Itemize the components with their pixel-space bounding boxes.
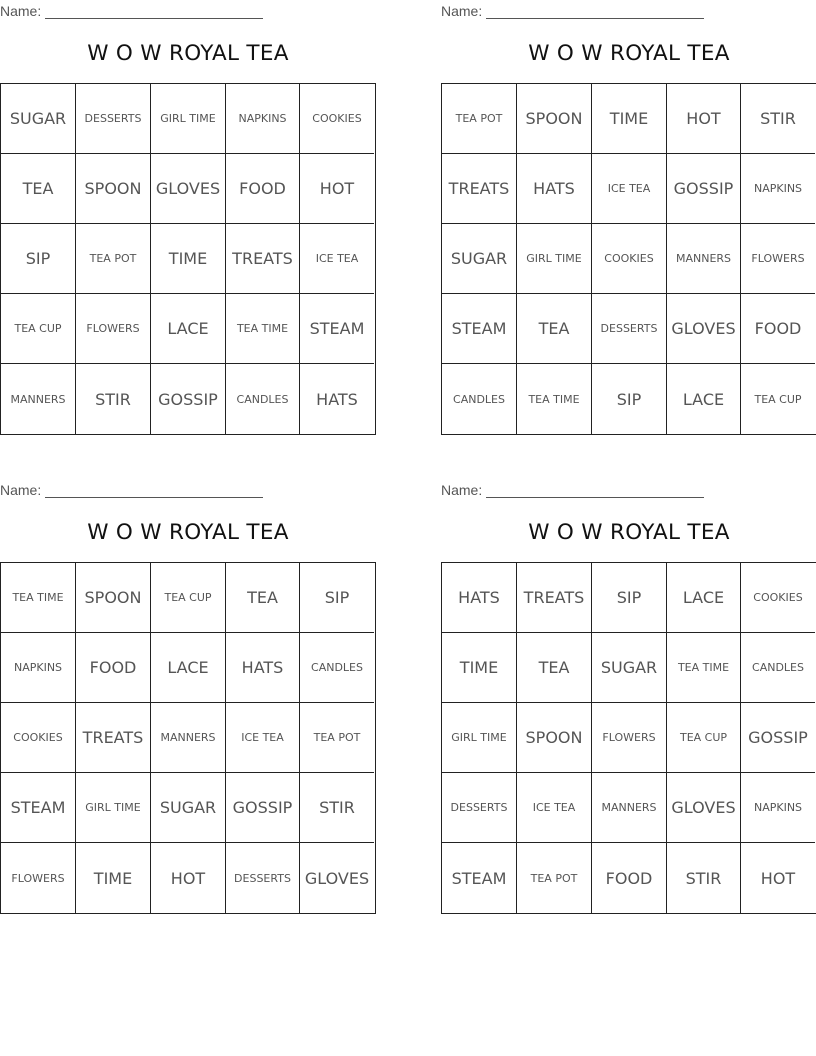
name-field[interactable] [0,3,263,19]
name-blank-line[interactable] [486,6,704,19]
bingo-cell[interactable]: STIR [667,843,741,913]
name-blank-line[interactable] [45,485,263,498]
bingo-cell[interactable]: TEA [517,294,592,364]
bingo-cell[interactable]: GLOVES [304,868,370,888]
bingo-cell[interactable]: MANNERS [667,224,741,294]
bingo-cell[interactable]: DESSERTS [442,773,517,843]
bingo-card-4 [441,479,816,915]
bingo-cell[interactable]: FLOWERS [76,294,151,364]
bingo-cell[interactable]: NAPKINS [741,773,815,843]
bingo-cell[interactable]: TEA [226,563,300,633]
bingo-cell[interactable]: DESSERTS [592,294,667,364]
bingo-cell[interactable]: CANDLES [226,364,300,434]
bingo-cell[interactable]: GIRL TIME [442,703,517,773]
bingo-grid [441,83,816,435]
bingo-cell[interactable]: TEA CUP [1,294,76,364]
bingo-cell[interactable]: HATS [226,633,300,703]
bingo-cell[interactable]: CANDLES [300,633,374,703]
name-field[interactable] [441,3,704,19]
bingo-cell[interactable]: FLOWERS [592,703,667,773]
bingo-cell[interactable]: ICE TEA [592,154,667,224]
bingo-cell[interactable]: HATS [316,389,358,409]
bingo-cell[interactable]: HATS [442,563,517,633]
bingo-cell[interactable]: TEA TIME [226,294,300,364]
bingo-cell[interactable]: COOKIES [1,703,76,773]
bingo-cell[interactable]: NAPKINS [741,154,815,224]
bingo-cell[interactable]: GLOVES [667,294,741,364]
card-title: W O W ROYAL TEA [87,520,289,545]
bingo-cell[interactable]: FLOWERS [1,843,76,913]
bingo-cell[interactable]: TEA TIME [517,364,592,434]
bingo-cell[interactable]: STIR [300,773,374,843]
bingo-cell[interactable]: LACE [667,364,741,434]
bingo-cell[interactable]: SIP [592,364,667,434]
bingo-cell[interactable]: MANNERS [592,773,667,843]
bingo-cell[interactable]: TEA [517,633,592,703]
card-title: W O W ROYAL TEA [528,41,730,66]
bingo-cell[interactable]: GOSSIP [151,364,226,434]
bingo-cell[interactable]: SPOON [517,84,592,154]
bingo-cell[interactable]: COOKIES [300,84,374,154]
bingo-cell[interactable]: HATS [517,154,592,224]
name-label: Name: [441,3,483,19]
bingo-cell[interactable]: TREATS [442,154,517,224]
name-blank-line[interactable] [45,6,263,19]
bingo-cell[interactable]: TEA CUP [151,563,226,633]
bingo-cell[interactable]: STEAM [300,294,374,364]
bingo-cell[interactable]: MANNERS [151,703,226,773]
bingo-cell[interactable]: ICE TEA [517,773,592,843]
bingo-cell[interactable]: GLOVES [667,773,741,843]
bingo-cell[interactable]: CANDLES [442,364,517,434]
bingo-cell[interactable]: HOT [300,154,374,224]
bingo-cell[interactable]: COOKIES [592,224,667,294]
bingo-cell[interactable]: ICE TEA [300,224,374,294]
name-label: Name: [441,482,483,498]
bingo-cell[interactable]: TEA CUP [667,703,741,773]
bingo-cell[interactable]: SIP [300,563,374,633]
bingo-cell[interactable]: GOSSIP [741,703,815,773]
bingo-cell[interactable]: TREATS [226,224,300,294]
bingo-cell[interactable]: STIR [76,364,151,434]
bingo-cell[interactable]: LACE [151,294,226,364]
bingo-cell[interactable]: TIME [151,224,226,294]
bingo-cell[interactable]: SUGAR [442,224,517,294]
bingo-cell[interactable]: LACE [667,563,741,633]
bingo-cell[interactable]: GOSSIP [667,154,741,224]
bingo-card-3 [0,479,376,915]
bingo-cell[interactable]: TEA POT [442,84,517,154]
name-blank-line[interactable] [486,485,704,498]
bingo-cell[interactable]: FOOD [76,633,151,703]
bingo-grid [0,562,376,914]
bingo-cell[interactable]: FOOD [226,154,300,224]
bingo-cell[interactable]: SIP [1,224,76,294]
name-field[interactable] [0,482,263,498]
name-label: Name: [0,482,42,498]
card-title: W O W ROYAL TEA [87,41,289,66]
bingo-cell[interactable]: GIRL TIME [76,773,151,843]
bingo-cell[interactable]: TEA CUP [754,392,802,406]
bingo-cell[interactable]: COOKIES [741,563,815,633]
bingo-cell[interactable]: STIR [741,84,815,154]
bingo-cell[interactable]: GIRL TIME [517,224,592,294]
bingo-grid [441,562,816,914]
bingo-cell[interactable]: FOOD [592,843,667,913]
bingo-cell[interactable]: FLOWERS [741,224,815,294]
bingo-cell[interactable]: STEAM [1,773,76,843]
bingo-cell[interactable]: FOOD [741,294,815,364]
bingo-cell[interactable]: HOT [667,84,741,154]
bingo-cell[interactable]: TIME [442,633,517,703]
bingo-cell[interactable]: HOT [151,843,226,913]
bingo-cell[interactable]: SIP [592,563,667,633]
card-title: W O W ROYAL TEA [528,520,730,545]
bingo-cell[interactable]: SUGAR [151,773,226,843]
bingo-cell[interactable]: TREATS [76,703,151,773]
bingo-cell[interactable]: TEA [1,154,76,224]
bingo-cell[interactable]: NAPKINS [226,84,300,154]
bingo-cell[interactable]: HOT [760,868,796,888]
bingo-cell[interactable]: ICE TEA [226,703,300,773]
bingo-cell[interactable]: DESSERTS [76,84,151,154]
bingo-cell[interactable]: TIME [592,84,667,154]
bingo-card-2 [441,0,816,436]
bingo-cell[interactable]: SUGAR [1,84,76,154]
name-field[interactable] [441,482,704,498]
bingo-cell[interactable]: TEA POT [300,703,374,773]
bingo-cell[interactable]: STEAM [442,843,517,913]
bingo-cell[interactable]: SUGAR [592,633,667,703]
bingo-grid [0,83,376,435]
bingo-cell[interactable]: TEA TIME [667,633,741,703]
bingo-cell[interactable]: CANDLES [741,633,815,703]
bingo-cell[interactable]: GOSSIP [226,773,300,843]
bingo-cell[interactable]: TEA POT [517,843,592,913]
bingo-cell[interactable]: TEA POT [76,224,151,294]
bingo-cell[interactable]: GLOVES [151,154,226,224]
bingo-cell[interactable]: SPOON [76,563,151,633]
bingo-cell[interactable]: MANNERS [1,364,76,434]
bingo-cell[interactable]: SPOON [517,703,592,773]
bingo-cell[interactable]: GIRL TIME [151,84,226,154]
name-label: Name: [0,3,42,19]
bingo-card-1 [0,0,376,436]
bingo-cell[interactable]: DESSERTS [226,843,300,913]
bingo-cell[interactable]: TIME [76,843,151,913]
bingo-cell[interactable]: TREATS [517,563,592,633]
bingo-cell[interactable]: STEAM [442,294,517,364]
bingo-cell[interactable]: SPOON [76,154,151,224]
bingo-cell[interactable]: TEA TIME [1,563,76,633]
bingo-cell[interactable]: NAPKINS [1,633,76,703]
bingo-cell[interactable]: LACE [151,633,226,703]
